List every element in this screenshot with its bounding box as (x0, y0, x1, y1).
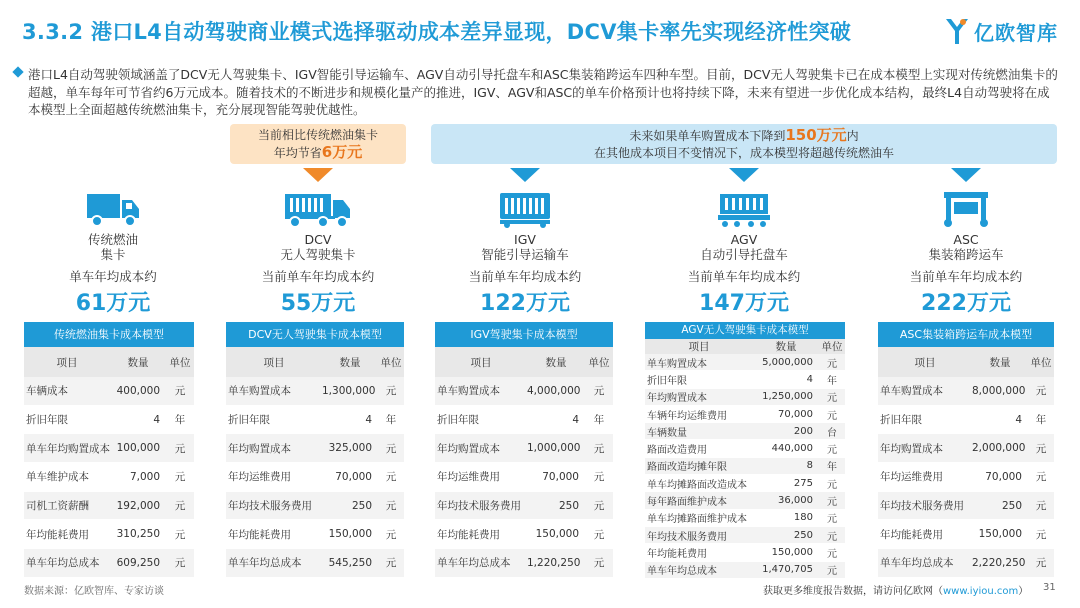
row-value: 545,250 (328, 556, 372, 569)
row-unit: 元 (385, 442, 397, 455)
truck-icon (85, 190, 141, 228)
row-unit: 元 (827, 393, 837, 405)
row-value: 1,470,705 (762, 564, 813, 576)
cost-table (878, 322, 1054, 578)
row-value: 2,000,000 (972, 442, 1026, 455)
page-number: 31 (1043, 582, 1056, 593)
table-row (645, 423, 845, 440)
column-header: 项目 (263, 356, 285, 369)
row-unit: 元 (827, 497, 837, 509)
row-unit: 元 (593, 500, 605, 513)
row-value: 5,000,000 (762, 356, 813, 368)
table-row (24, 549, 194, 578)
row-value: 4 (365, 413, 372, 426)
footer-more-text: 获取更多维度报告数据，请访问亿欧网（ (763, 586, 943, 597)
row-item: 年均技术服务费用 (437, 500, 521, 513)
row-value: 150,000 (328, 528, 372, 541)
intro-paragraph (28, 66, 1058, 119)
cost-table-header-row (24, 347, 194, 377)
row-value: 8,000,000 (972, 384, 1026, 397)
row-item: 路面改造费用 (647, 445, 707, 457)
footer-source: 数据来源：亿欧智库、专家访谈 (24, 586, 164, 597)
callout-future-line1-post: 内 (846, 129, 859, 143)
callout-future (431, 124, 1057, 164)
callout-future-amount: 150万元 (785, 126, 847, 144)
row-value: 400,000 (116, 384, 160, 397)
arrow-down-icon (510, 168, 540, 182)
row-unit: 元 (174, 557, 186, 570)
row-unit: 元 (593, 471, 605, 484)
table-row (435, 463, 613, 492)
row-value: 609,250 (116, 556, 160, 569)
vehicle-name-line1: ASC (953, 232, 979, 247)
page-title: 3.3.2 港口L4自动驾驶商业模式选择驱动成本差异显现，DCV集卡率先实现经济性突破 (22, 20, 852, 44)
row-value: 4 (1015, 413, 1022, 426)
table-row (878, 406, 1054, 435)
vehicle-cost-value: 122万元 (480, 291, 570, 316)
row-item: 单车年均总成本 (647, 566, 717, 578)
table-row (226, 434, 404, 463)
table-row (24, 406, 194, 435)
column-header: 单位 (588, 356, 610, 369)
column-header: 单位 (169, 356, 191, 369)
column-header: 项目 (470, 356, 492, 369)
row-value: 150,000 (771, 546, 813, 558)
row-item: 单车年均购置成本 (26, 442, 110, 455)
row-unit: 年 (827, 462, 837, 474)
row-item: 年均能耗费用 (26, 528, 89, 541)
column-header: 数量 (989, 356, 1011, 369)
column-header: 数量 (127, 356, 149, 369)
table-row (226, 463, 404, 492)
row-value: 440,000 (771, 443, 813, 455)
vehicle-name-line1: AGV (730, 232, 758, 247)
row-value: 1,300,000 (322, 384, 376, 397)
vehicle-name-line2: 自动引导托盘车 (700, 247, 788, 262)
row-item: 单车购置成本 (647, 358, 707, 370)
vehicle-name-line2: 无人驾驶集卡 (280, 247, 356, 262)
row-value: 70,000 (542, 470, 579, 483)
vehicle-cost-caption: 当前单车年均成本约 (909, 269, 1023, 284)
table-row (645, 371, 845, 388)
row-item: 年均技术服务费用 (880, 500, 964, 513)
row-unit: 元 (385, 557, 397, 570)
brand-logo (944, 16, 1058, 46)
row-unit: 元 (385, 528, 397, 541)
vehicle-fuel-truck (28, 190, 198, 317)
vehicle-name-line2: 集装箱跨运车 (928, 247, 1004, 262)
row-item: 车辆成本 (26, 385, 68, 398)
vehicle-asc (881, 190, 1051, 317)
row-item: 年均能耗费用 (437, 528, 500, 541)
table-row (24, 463, 194, 492)
row-item: 年均能耗费用 (228, 528, 291, 541)
column-header: 数量 (545, 356, 567, 369)
row-unit: 元 (827, 358, 837, 370)
row-unit: 年 (827, 375, 837, 387)
callout-future-line2: 在其他成本项目不变情况下，成本模型将超越传统燃油车 (593, 146, 894, 160)
row-unit: 元 (174, 385, 186, 398)
row-item: 单车购置成本 (228, 385, 291, 398)
table-row (878, 549, 1054, 578)
column-header: 数量 (339, 356, 361, 369)
row-unit: 台 (827, 427, 837, 439)
row-value: 250 (558, 499, 579, 512)
row-unit: 元 (1035, 442, 1047, 455)
table-row (24, 520, 194, 549)
row-item: 年均运维费用 (228, 471, 291, 484)
footer-more-close: ） (1018, 586, 1029, 597)
vehicle-name-line1: 传统燃油 (87, 232, 138, 247)
row-value: 275 (793, 477, 813, 489)
vehicle-cost-caption: 单车年均成本约 (69, 269, 157, 284)
table-row (226, 492, 404, 521)
row-unit: 元 (827, 410, 837, 422)
row-item: 折旧年限 (880, 414, 922, 427)
row-unit: 元 (174, 471, 186, 484)
row-item: 年均购置成本 (437, 442, 500, 455)
vehicle-name-line1: IGV (514, 232, 536, 247)
column-header: 单位 (1030, 356, 1052, 369)
callout-savings-line1: 当前相比传统燃油集卡 (257, 128, 378, 142)
table-row (226, 549, 404, 578)
table-row (878, 463, 1054, 492)
column-header: 数量 (775, 341, 797, 353)
callout-savings-line2-pre: 年均节省 (273, 146, 322, 160)
row-value: 325,000 (328, 442, 372, 455)
vehicle-name-line1: DCV (304, 232, 332, 247)
cost-table-header-row (435, 347, 613, 377)
row-unit: 元 (385, 385, 397, 398)
table-row (24, 492, 194, 521)
row-item: 年均技术服务费用 (647, 531, 727, 543)
row-value: 70,000 (335, 470, 372, 483)
cost-table-title: ASC集装箱跨运车成本模型 (878, 322, 1054, 347)
vehicle-name-line2: 智能引导运输车 (481, 247, 569, 262)
cost-table-title: DCV无人驾驶集卡成本模型 (226, 322, 404, 347)
row-unit: 元 (827, 479, 837, 491)
row-item: 单车年均总成本 (26, 557, 100, 570)
table-row (435, 434, 613, 463)
row-item: 车辆年均运维费用 (647, 410, 727, 422)
row-unit: 元 (827, 531, 837, 543)
table-row (226, 377, 404, 406)
row-unit: 元 (827, 445, 837, 457)
row-unit: 元 (1035, 557, 1047, 570)
table-row (878, 377, 1054, 406)
row-unit: 元 (385, 471, 397, 484)
row-item: 年均购置成本 (880, 442, 943, 455)
row-unit: 元 (827, 514, 837, 526)
callout-future-line1-pre: 未来如果单车购置成本下降到 (629, 129, 786, 143)
row-value: 2,220,250 (972, 556, 1026, 569)
row-value: 1,000,000 (527, 442, 581, 455)
table-row (878, 520, 1054, 549)
row-item: 年均能耗费用 (880, 528, 943, 541)
row-value: 200 (793, 425, 813, 437)
row-unit: 元 (385, 500, 397, 513)
table-row (435, 492, 613, 521)
bullet-diamond-icon (12, 66, 23, 77)
table-row (226, 406, 404, 435)
callout-savings (230, 124, 406, 164)
table-row (24, 377, 194, 406)
row-item: 单车购置成本 (437, 385, 500, 398)
table-row (645, 510, 845, 527)
cost-table (226, 322, 404, 578)
vehicle-name-line2: 集卡 (100, 247, 126, 262)
row-unit: 年 (1035, 414, 1047, 427)
cost-table (645, 322, 845, 579)
row-item: 单车维护成本 (26, 471, 89, 484)
column-header: 单位 (821, 341, 843, 353)
row-item: 路面改造均摊年限 (647, 462, 727, 474)
vehicle-igv (440, 190, 610, 317)
cost-table-title: 传统燃油集卡成本模型 (24, 322, 194, 347)
row-unit: 元 (827, 548, 837, 560)
row-unit: 元 (827, 566, 837, 578)
table-row (645, 475, 845, 492)
table-row (435, 406, 613, 435)
row-value: 4 (153, 413, 160, 426)
table-row (435, 549, 613, 578)
row-item: 单车购置成本 (880, 385, 943, 398)
intro-text: 港口L4自动驾驶领域涵盖了DCV无人驾驶集卡、IGV智能引导运输车、AGV自动引导托盘车和ASC集装箱跨运车四种车型。目前，DCV无人驾驶集卡已在成本模型上实现对传统燃油集卡的超越，单车每年可节省约6万元成本。随着技术的不断进步和规模化量产的推进，IGV、AGV和ASC的单车价格预计也将持续下降，未来有望进一步优化成本结构，最终L4自动驾驶将在成本模型上全面超越传统燃油集卡，充分展现智能驾驶优越性。 (28, 67, 1058, 117)
column-header: 项目 (56, 356, 78, 369)
table-row (645, 527, 845, 544)
agv-icon (716, 190, 772, 228)
logo-text: 亿欧智库 (974, 20, 1058, 45)
cost-table (24, 322, 194, 578)
footer-link[interactable]: www.iyiou.com (943, 586, 1019, 597)
row-value: 8 (806, 460, 813, 472)
column-header: 项目 (688, 341, 710, 353)
cost-table (435, 322, 613, 578)
row-unit: 元 (1035, 500, 1047, 513)
arrow-down-icon (951, 168, 981, 182)
row-value: 250 (351, 499, 372, 512)
table-row (645, 354, 845, 371)
row-value: 180 (793, 512, 813, 524)
row-unit: 年 (593, 414, 605, 427)
table-row (226, 520, 404, 549)
row-value: 4 (806, 373, 813, 385)
vehicle-cost-value: 222万元 (921, 291, 1011, 316)
row-item: 年均运维费用 (880, 471, 943, 484)
dcv-truck-icon (283, 190, 353, 228)
row-unit: 元 (593, 442, 605, 455)
vehicle-dcv (233, 190, 403, 317)
cost-table-header-row (878, 347, 1054, 377)
row-unit: 年 (174, 414, 186, 427)
table-row (645, 440, 845, 457)
row-item: 年均购置成本 (228, 442, 291, 455)
vehicle-agv (659, 190, 829, 317)
vehicle-cost-value: 147万元 (699, 291, 789, 316)
footer-more (763, 582, 1028, 597)
vehicle-cost-caption: 当前单车年均成本约 (468, 269, 582, 284)
row-unit: 元 (174, 500, 186, 513)
table-row (645, 458, 845, 475)
row-item: 单车年均总成本 (880, 557, 954, 570)
arrow-down-icon (729, 168, 759, 182)
row-item: 折旧年限 (228, 414, 270, 427)
row-value: 192,000 (116, 499, 160, 512)
row-unit: 元 (1035, 385, 1047, 398)
row-item: 司机工资薪酬 (26, 500, 89, 513)
row-value: 70,000 (985, 470, 1022, 483)
row-value: 36,000 (778, 495, 813, 507)
row-unit: 元 (1035, 528, 1047, 541)
row-value: 70,000 (778, 408, 813, 420)
table-row (645, 562, 845, 579)
row-item: 年均能耗费用 (647, 548, 707, 560)
row-value: 4,000,000 (527, 384, 581, 397)
table-row (645, 406, 845, 423)
row-item: 折旧年限 (647, 375, 687, 387)
row-unit: 元 (593, 557, 605, 570)
row-unit: 元 (1035, 471, 1047, 484)
row-item: 年均购置成本 (647, 393, 707, 405)
row-item: 年均运维费用 (437, 471, 500, 484)
cost-table-title: IGV驾驶集卡成本模型 (435, 322, 613, 347)
row-value: 1,250,000 (762, 391, 813, 403)
row-item: 折旧年限 (437, 414, 479, 427)
arrow-down-icon (303, 168, 333, 182)
vehicle-cost-caption: 当前单车年均成本约 (687, 269, 801, 284)
row-item: 单车均摊路面维护成本 (647, 514, 747, 526)
row-value: 150,000 (978, 528, 1022, 541)
row-value: 310,250 (116, 528, 160, 541)
table-row (645, 544, 845, 561)
row-item: 折旧年限 (26, 414, 68, 427)
vehicle-cost-caption: 当前单车年均成本约 (261, 269, 375, 284)
table-row (24, 434, 194, 463)
asc-icon (938, 190, 994, 228)
vehicle-cost-value: 61万元 (75, 291, 151, 316)
column-header: 项目 (914, 356, 936, 369)
row-item: 单车年均总成本 (437, 557, 511, 570)
row-item: 单车年均总成本 (228, 557, 302, 570)
column-header: 单位 (380, 356, 402, 369)
vehicle-cost-value: 55万元 (280, 291, 356, 316)
row-value: 250 (1001, 499, 1022, 512)
cost-table-header-row (645, 339, 845, 354)
row-value: 150,000 (535, 528, 579, 541)
table-row (878, 434, 1054, 463)
table-row (435, 520, 613, 549)
row-unit: 元 (593, 385, 605, 398)
row-unit: 元 (174, 528, 186, 541)
row-item: 年均技术服务费用 (228, 500, 312, 513)
table-row (645, 492, 845, 509)
logo-icon (944, 16, 970, 46)
callout-savings-amount: 6万元 (321, 143, 363, 161)
row-value: 1,220,250 (527, 556, 581, 569)
table-row (435, 377, 613, 406)
row-unit: 年 (385, 414, 397, 427)
igv-icon (497, 190, 553, 228)
row-unit: 元 (593, 528, 605, 541)
row-item: 单车均摊路面改造成本 (647, 479, 747, 491)
row-value: 4 (572, 413, 579, 426)
row-value: 7,000 (129, 470, 160, 483)
row-item: 每年路面维护成本 (647, 497, 727, 509)
table-row (645, 389, 845, 406)
table-row (878, 492, 1054, 521)
row-value: 100,000 (116, 442, 160, 455)
row-item: 车辆数量 (647, 427, 687, 439)
row-value: 250 (793, 529, 813, 541)
row-unit: 元 (174, 442, 186, 455)
cost-table-header-row (226, 347, 404, 377)
cost-table-title: AGV无人驾驶集卡成本模型 (645, 322, 845, 339)
